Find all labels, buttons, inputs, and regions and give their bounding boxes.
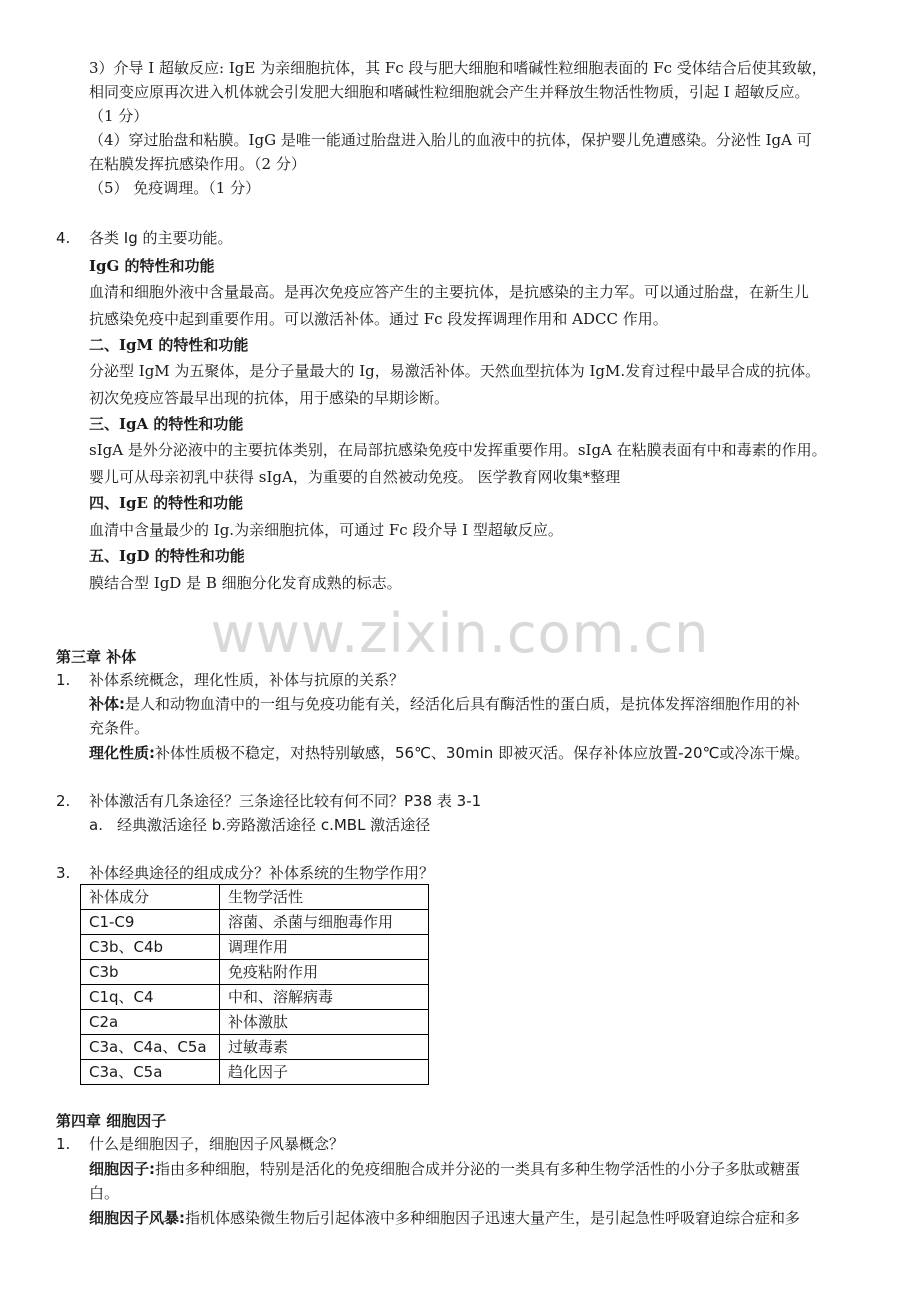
paragraph-line: （5） 免疫调理。（1 分） (89, 179, 261, 197)
paragraph-line: 3）介导 I 超敏反应: IgE 为亲细胞抗体，其 Fc 段与肥大细胞和嗜碱性粒细胞表面的 Fc 受体结合后使其致敏， (89, 59, 827, 77)
table-row (81, 960, 429, 985)
definition-line (89, 692, 800, 716)
table-header-row (81, 885, 429, 910)
question-title: 补体激活有几条途径？三条途径比较有何不同？P38 表 3-1 (89, 792, 482, 810)
table-row (81, 1010, 429, 1035)
question-title: 补体经典途径的组成成分？补体系统的生物学作用？ (89, 864, 435, 882)
table-row (81, 985, 429, 1010)
paragraph-line: （4）穿过胎盘和粘膜。IgG 是唯一能通过胎盘进入胎儿的血液中的抗体，保护婴儿免遭感染。分泌性 IgA 可 (89, 131, 812, 149)
component-cell: C1-C9 (81, 910, 220, 935)
component-cell: C3b、C4b (81, 935, 220, 960)
property-label: 理化性质: (89, 744, 155, 762)
subheading-igm: 二、IgM 的特性和功能 (89, 336, 249, 354)
definition-label: 细胞因子风暴: (89, 1209, 185, 1227)
component-cell: C1q、C4 (81, 985, 220, 1010)
chapter-title: 第三章 补体 (56, 648, 137, 666)
activity-cell: 补体激肽 (220, 1010, 429, 1035)
question-title: 什么是细胞因子，细胞因子风暴概念？ (89, 1135, 345, 1153)
definition-text: 指机体感染微生物后引起体液中多种细胞因子迅速大量产生，是引起急性呼吸窘迫综合症和多 (185, 1209, 801, 1227)
component-cell: C3b (81, 960, 220, 985)
paragraph-line: 血清和细胞外液中含量最高。是再次免疫应答产生的主要抗体，是抗感染的主力军。可以通过胎盘，在新生儿 (89, 283, 810, 301)
definition-line (89, 1206, 800, 1230)
subheading-igd: 五、IgD 的特性和功能 (89, 547, 245, 565)
paragraph-line: 相同变应原再次进入机体就会引发肥大细胞和嗜碱性粒细胞就会产生并释放生物活性物质，引起 I 超敏反应。 (89, 83, 810, 101)
paragraph-line: 初次免疫应答最早出现的抗体，用于感染的早期诊断。 (89, 389, 450, 407)
paragraph-line: 在粘膜发挥抗感染作用。（2 分） (89, 155, 306, 173)
definition-label: 细胞因子: (89, 1160, 155, 1178)
table-row (81, 935, 429, 960)
activity-cell: 过敏毒素 (220, 1035, 429, 1060)
paragraph-line: sIgA 是外分泌液中的主要抗体类别，在局部抗感染免疫中发挥重要作用。sIgA 在粘膜表面有中和毒素的作用。 (89, 441, 827, 459)
subheading-ige: 四、IgE 的特性和功能 (89, 494, 244, 512)
list-number: 1. (56, 671, 71, 689)
table-row (81, 1060, 429, 1085)
table-header-cell: 补体成分 (81, 885, 220, 910)
table-row (81, 910, 429, 935)
paragraph-line: （1 分） (89, 107, 149, 125)
sub-list-letter: a. (89, 816, 103, 834)
subheading-iga: 三、IgA 的特性和功能 (89, 415, 244, 433)
table-row (81, 1035, 429, 1060)
sub-list-item: 经典激活途径 b.旁路激活途径 c.MBL 激活途径 (117, 816, 431, 834)
paragraph-line: 婴儿可从母亲初乳中获得 sIgA，为重要的自然被动免疫。 医学教育网收集*整理 (89, 468, 621, 486)
paragraph-line: 血清中含量最少的 Ig.为亲细胞抗体，可通过 Fc 段介导 I 型超敏反应。 (89, 521, 563, 539)
definition-line: 充条件。 (89, 719, 150, 737)
definition-text: 指由多种细胞，特别是活化的免疫细胞合成并分泌的一类具有多种生物学活性的小分子多肽或糖蛋 (155, 1160, 801, 1178)
definition-label: 补体: (89, 695, 125, 713)
paragraph-line: 膜结合型 IgD 是 B 细胞分化发育成熟的标志。 (89, 574, 402, 592)
activity-cell: 溶菌、杀菌与细胞毒作用 (220, 910, 429, 935)
definition-line: 白。 (89, 1184, 120, 1202)
list-number: 4. (56, 229, 71, 247)
list-number: 2. (56, 792, 71, 810)
property-line (89, 741, 809, 765)
table-header-cell: 生物学活性 (220, 885, 429, 910)
question-title: 各类 Ig 的主要功能。 (89, 229, 233, 247)
list-number: 3. (56, 864, 71, 882)
watermark: www.zixin.com.cn (210, 602, 710, 665)
complement-table (80, 884, 429, 1085)
component-cell: C2a (81, 1010, 220, 1035)
activity-cell: 免疫粘附作用 (220, 960, 429, 985)
subheading-igg: IgG 的特性和功能 (89, 257, 215, 275)
component-cell: C3a、C5a (81, 1060, 220, 1085)
list-number: 1. (56, 1135, 71, 1153)
definition-text: 是人和动物血清中的一组与免疫功能有关，经活化后具有酶活性的蛋白质，是抗体发挥溶细胞作用的补 (125, 695, 801, 713)
component-cell: C3a、C4a、C5a (81, 1035, 220, 1060)
chapter-title: 第四章 细胞因子 (56, 1112, 167, 1130)
activity-cell: 中和、溶解病毒 (220, 985, 429, 1010)
question-title: 补体系统概念，理化性质，补体与抗原的关系？ (89, 671, 405, 689)
activity-cell: 趋化因子 (220, 1060, 429, 1085)
activity-cell: 调理作用 (220, 935, 429, 960)
property-text: 补体性质极不稳定，对热特别敏感，56℃、30min 即被灭活。保存补体应放置-20℃或冷冻干燥。 (155, 744, 810, 762)
definition-line (89, 1157, 800, 1181)
paragraph-line: 分泌型 IgM 为五聚体，是分子量最大的 Ig，易激活补体。天然血型抗体为 IgM.发育过程中最早合成的抗体。 (89, 362, 821, 380)
paragraph-line: 抗感染免疫中起到重要作用。可以激活补体。通过 Fc 段发挥调理作用和 ADCC 作用。 (89, 310, 668, 328)
